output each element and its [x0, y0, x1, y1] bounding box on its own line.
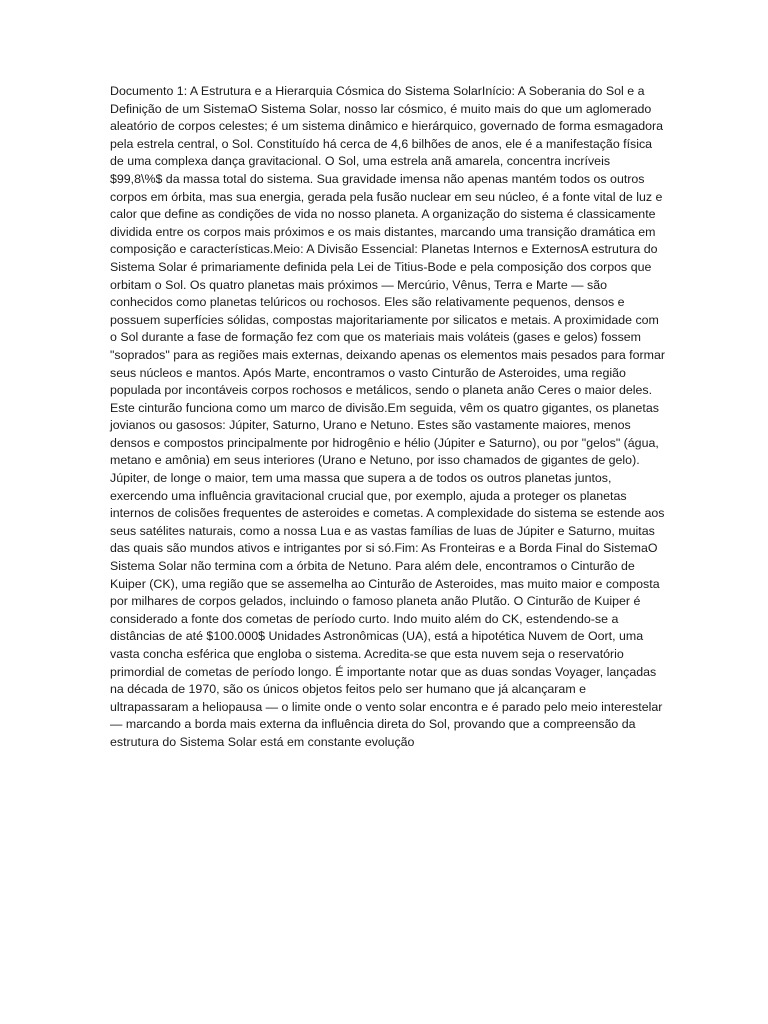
document-body-text: Documento 1: A Estrutura e a Hierarquia Cósmica do Sistema SolarInício: A Soberania do Sol e a Definição de um SistemaO Sistema Solar, nosso lar cósmico, é muito mais do que um aglomerado aleatório de corpos celestes; é um sistema dinâmico e hierárquico, governado de forma esmagadora pela estrela central, o Sol. Constituído há cerca de 4,6 bilhões de anos, ele é a manifestação física de uma complexa dança gravitacional. O Sol, uma estrela anã amarela, concentra incríveis $99,8\%$ da massa total do sistema. Sua gravidade imensa não apenas mantém todos os outros corpos em órbita, mas sua energia, gerada pela fusão nuclear em seu núcleo, é a fonte vital de luz e calor que define as condições de vida no nosso planeta. A organização do sistema é classicamente dividida entre os corpos mais próximos e os mais distantes, marcando uma transição dramática em composição e características.Meio: A Divisão Essencial: Planetas Internos e ExternosA estrutura do Sistema Solar é primariamente definida pela Lei de Titius-Bode e pela composição dos corpos que orbitam o Sol. Os quatro planetas mais próximos — Mercúrio, Vênus, Terra e Marte — são conhecidos como planetas telúricos ou rochosos. Eles são relativamente pequenos, densos e possuem superfícies sólidas, compostas majoritariamente por silicatos e metais. A proximidade com o Sol durante a fase de formação fez com que os materiais mais voláteis (gases e gelos) fossem "soprados" para as regiões mais externas, deixando apenas os elementos mais pesados para formar seus núcleos e mantos. Após Marte, encontramos o vasto Cinturão de Asteroides, uma região populada por incontáveis corpos rochosos e metálicos, sendo o planeta anão Ceres o maior deles. Este cinturão funciona como um marco de divisão.Em seguida, vêm os quatro gigantes, os planetas jovianos ou gasosos: Júpiter, Saturno, Urano e Netuno. Estes são vastamente maiores, menos densos e compostos principalmente por hidrogênio e hélio (Júpiter e Saturno), ou por "gelos" (água, metano e amônia) em seus interiores (Urano e Netuno, por isso chamados de gigantes de gelo). Júpiter, de longe o maior, tem uma massa que supera a de todos os outros planetas juntos, exercendo uma influência gravitacional crucial que, por exemplo, ajuda a proteger os planetas internos de colisões frequentes de asteroides e cometas. A complexidade do sistema se estende aos seus satélites naturais, como a nossa Lua e as vastas famílias de luas de Júpiter e Saturno, muitas das quais são mundos ativos e intrigantes por si só.Fim: As Fronteiras e a Borda Final do SistemaO Sistema Solar não termina com a órbita de Netuno. Para além dele, encontramos o Cinturão de Kuiper (CK), uma região que se assemelha ao Cinturão de Asteroides, mas muito maior e composta por milhares de corpos gelados, incluindo o famoso planeta anão Plutão. O Cinturão de Kuiper é considerado a fonte dos cometas de período curto. Indo muito além do CK, estendendo-se a distâncias de até $100.000$ Unidades Astronômicas (UA), está a hipotética Nuvem de Oort, uma vasta concha esférica que engloba o sistema. Acredita-se que esta nuvem seja o reservatório primordial de cometas de período longo. É importante notar que as duas sondas Voyager, lançadas na década de 1970, são os únicos objetos feitos pelo ser humano que já alcançaram e ultrapassaram a heliopausa — o limite onde o vento solar encontra e é parado pelo meio interestelar — marcando a borda mais externa da influência direta do Sol, provando que a compreensão da estrutura do Sistema Solar está em constante evolução [110, 84, 665, 749]
